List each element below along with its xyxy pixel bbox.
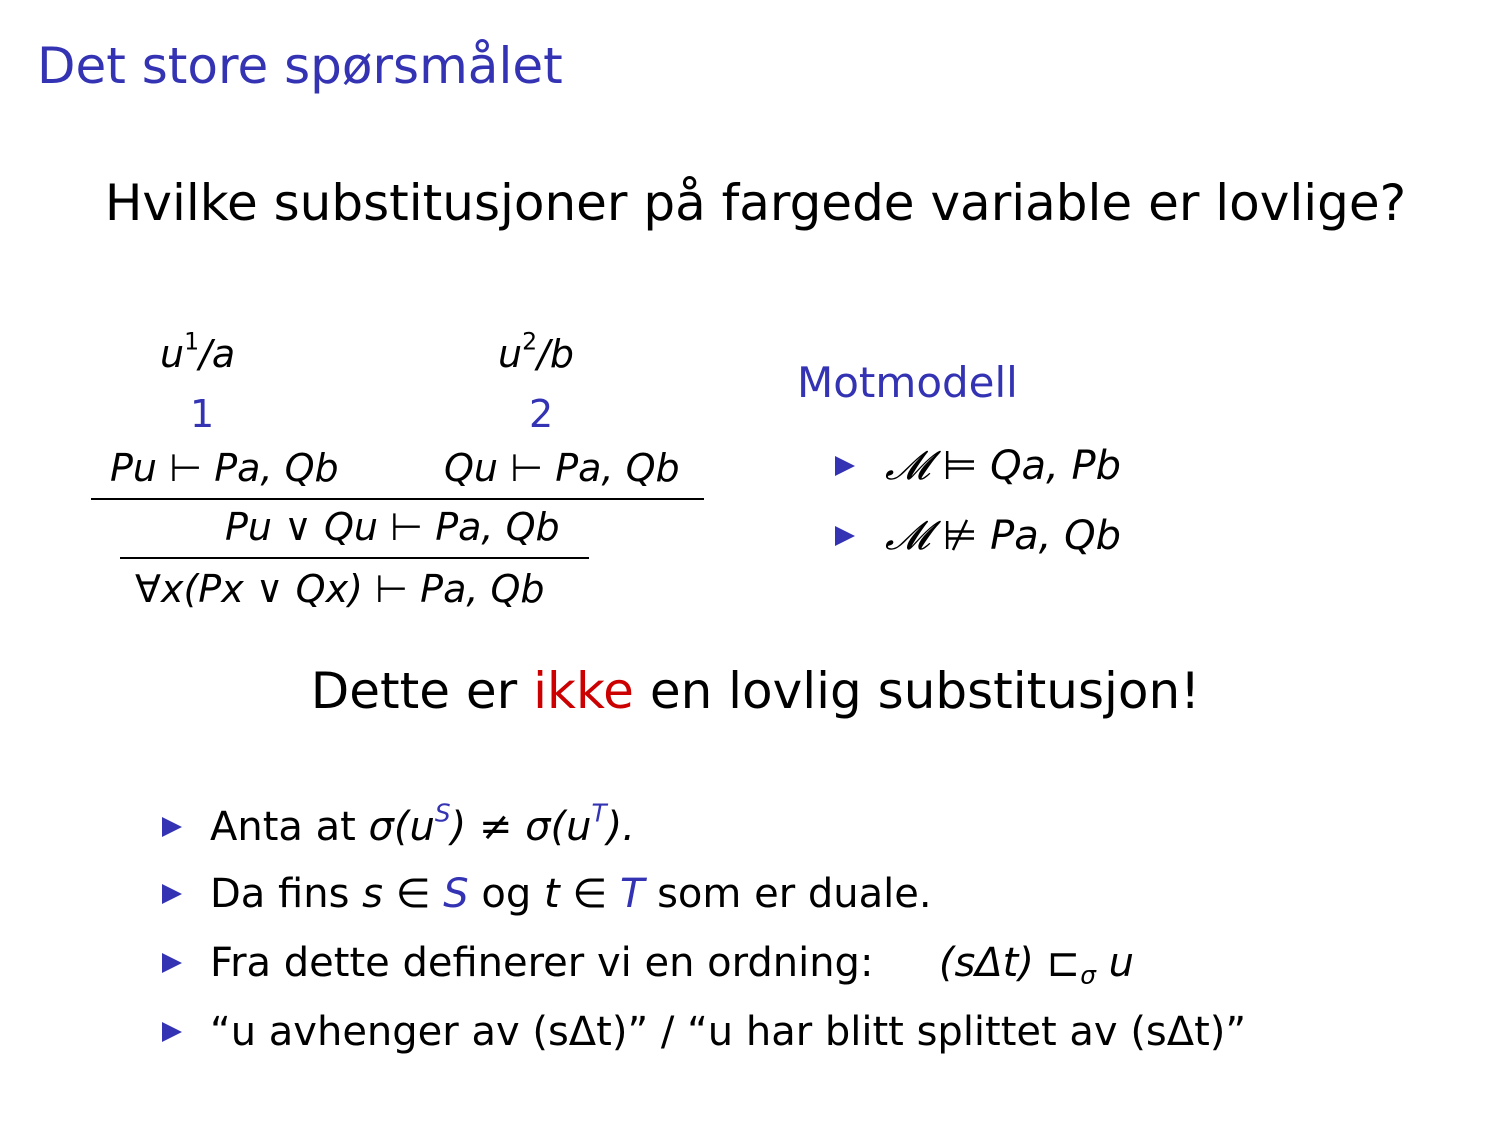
bullet-triangle-icon xyxy=(162,1022,182,1042)
countermodel-title: Motmodell xyxy=(797,358,1018,407)
right-branch-number: 2 xyxy=(529,392,554,436)
left-branch-number: 1 xyxy=(190,392,215,436)
inference-line-upper xyxy=(91,498,704,500)
countermodel-item: 𝓜 ⊨ Qa, Pb xyxy=(885,442,1121,490)
frame-title: Det store spørsmålet xyxy=(37,37,563,95)
bullet-item-1: Anta at $\sigma(u^S) \ne \sigma(u^T)$. xyxy=(210,803,635,851)
bullet-triangle-icon xyxy=(162,884,182,904)
left-leaf-sequent: Pu ⊢ Pa, Qb xyxy=(110,446,339,490)
right-substitution: $u^2/b$ xyxy=(498,327,575,376)
bullet-triangle-icon xyxy=(835,456,855,476)
bullet-triangle-icon xyxy=(162,817,182,837)
left-substitution: $u^1/a$ xyxy=(160,327,236,376)
bullet-triangle-icon xyxy=(835,526,855,546)
bullet-item-2: Da fins s ∈ S og t ∈ T som er duale. xyxy=(210,870,932,918)
middle-sequent: Pu ∨ Qu ⊢ Pa, Qb xyxy=(225,505,560,549)
countermodel-item: 𝓜 ⊭ Pa, Qb xyxy=(885,512,1121,560)
bullet-item-3: Fra dette definerer vi en ordning: (sΔt) $⊏_\sigma$ u xyxy=(210,939,1134,987)
highlight-ikke: ikke xyxy=(533,662,634,720)
question-heading: Hvilke substitusjoner på fargede variable er lovlige? xyxy=(104,174,1407,232)
bullet-triangle-icon xyxy=(162,953,182,973)
right-leaf-sequent: Qu ⊢ Pa, Qb xyxy=(444,446,680,490)
bullet-item-4: “u avhenger av (sΔt)” / “u har blitt splittet av (sΔt)” xyxy=(210,1008,1246,1056)
conclusion-statement: Dette er ikke en lovlig substitusjon! xyxy=(310,662,1201,720)
inference-line-lower xyxy=(120,557,589,559)
root-sequent: ∀x(Px ∨ Qx) ⊢ Pa, Qb xyxy=(135,567,545,611)
